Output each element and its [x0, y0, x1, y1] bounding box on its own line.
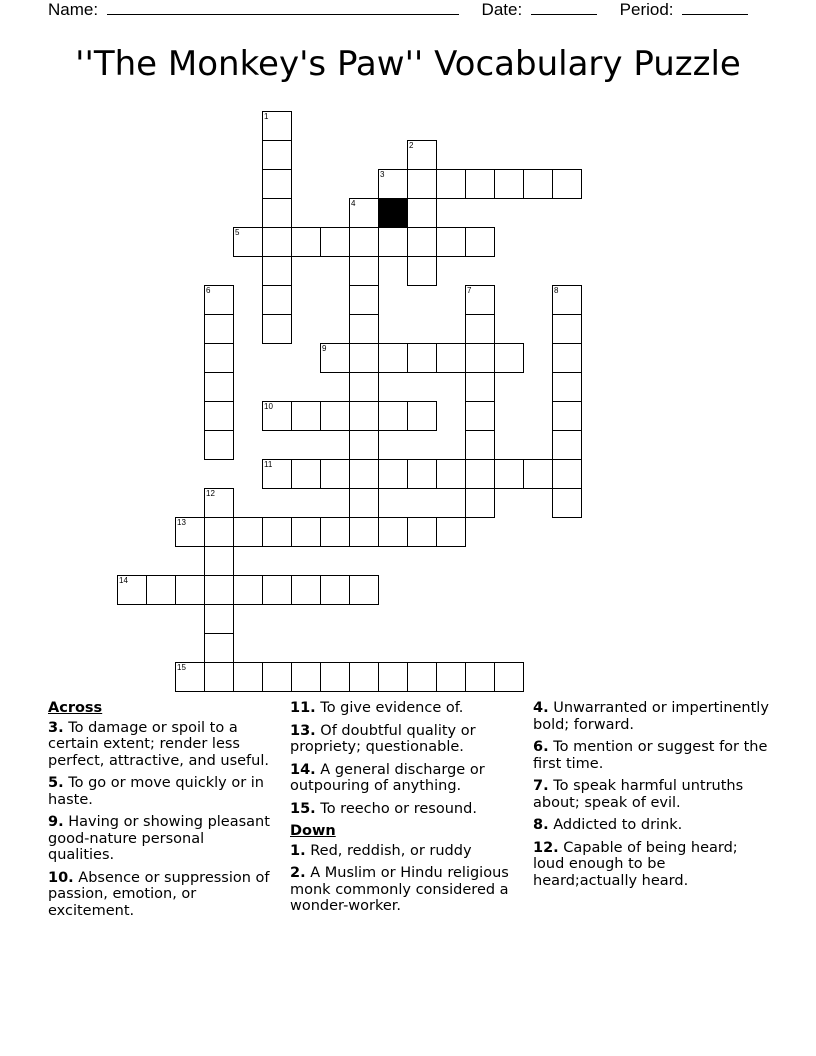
- crossword-cell[interactable]: [262, 575, 292, 605]
- crossword-cell[interactable]: [146, 575, 176, 605]
- crossword-cell[interactable]: [465, 401, 495, 431]
- crossword-cell[interactable]: [175, 575, 205, 605]
- crossword-cell[interactable]: [233, 662, 263, 692]
- clue-number: 15: [177, 663, 186, 672]
- clue-item: [533, 739, 773, 772]
- crossword-cell[interactable]: [349, 575, 379, 605]
- clue-item: [48, 814, 273, 864]
- crossword-cell[interactable]: [378, 517, 408, 547]
- clue-text: Unwarranted or impertinently bold; forward.: [533, 700, 769, 733]
- crossword-cell[interactable]: [349, 459, 379, 489]
- clue-item: [48, 720, 273, 770]
- crossword-cell[interactable]: [291, 459, 321, 489]
- clue-number: 5: [235, 228, 240, 237]
- name-label: Name:: [48, 0, 99, 19]
- crossword-cell[interactable]: [552, 285, 582, 315]
- crossword-cell[interactable]: [291, 575, 321, 605]
- crossword-cell[interactable]: [320, 459, 350, 489]
- crossword-cell[interactable]: [204, 488, 234, 518]
- crossword-cell[interactable]: [204, 662, 234, 692]
- puzzle-title: ''The Monkey's Paw'' Vocabulary Puzzle: [75, 44, 741, 84]
- crossword-cell[interactable]: [349, 227, 379, 257]
- crossword-cell[interactable]: [204, 285, 234, 315]
- down-heading: Down: [290, 823, 336, 839]
- clue-number: 1: [264, 112, 269, 121]
- crossword-cell[interactable]: [407, 140, 437, 170]
- crossword-cell[interactable]: [204, 604, 234, 634]
- clue-number: 13: [177, 518, 186, 527]
- clue-item: [533, 840, 773, 890]
- clue-item: [290, 762, 525, 795]
- clue-number-label: 14.: [290, 761, 316, 778]
- clue-item: [533, 700, 773, 733]
- crossword-cell[interactable]: [349, 198, 379, 228]
- crossword-cell[interactable]: [349, 314, 379, 344]
- crossword-cell[interactable]: [233, 575, 263, 605]
- clue-item: [290, 801, 525, 818]
- crossword-cell[interactable]: [262, 401, 292, 431]
- crossword-cell[interactable]: [349, 372, 379, 402]
- crossword-cell[interactable]: [320, 227, 350, 257]
- clue-item: [533, 778, 773, 811]
- crossword-cell[interactable]: [465, 169, 495, 199]
- crossword-cell[interactable]: [262, 198, 292, 228]
- clue-text: To give evidence of.: [315, 700, 464, 716]
- crossword-cell[interactable]: [552, 459, 582, 489]
- crossword-cell[interactable]: [349, 662, 379, 692]
- clue-number-label: 15.: [290, 800, 316, 817]
- crossword-cell[interactable]: [407, 198, 437, 228]
- crossword-cell[interactable]: [552, 314, 582, 344]
- crossword-cell[interactable]: [378, 169, 408, 199]
- clues-column-1: [48, 700, 273, 925]
- clue-text: Red, reddish, or ruddy: [305, 842, 472, 859]
- crossword-cell[interactable]: [320, 401, 350, 431]
- clue-number-label: 3.: [48, 719, 64, 736]
- crossword-cell[interactable]: [552, 430, 582, 460]
- clue-number: 14: [119, 576, 128, 585]
- crossword-cell[interactable]: [204, 343, 234, 373]
- crossword-cell[interactable]: [407, 662, 437, 692]
- crossword-cell[interactable]: [465, 372, 495, 402]
- crossword-cell[interactable]: [465, 314, 495, 344]
- crossword-cell[interactable]: [262, 140, 292, 170]
- crossword-cell[interactable]: [262, 169, 292, 199]
- clue-text: Of doubtful quality or propriety; questionable.: [290, 722, 476, 755]
- clue-item: [290, 843, 525, 860]
- clue-number-label: 10.: [48, 869, 74, 886]
- crossword-cell[interactable]: [262, 517, 292, 547]
- crossword-cell[interactable]: [262, 285, 292, 315]
- clue-number-label: 12.: [533, 839, 559, 856]
- clue-item: [48, 870, 273, 920]
- clue-text: Absence or suppression of passion, emotion, or excitement.: [48, 869, 270, 919]
- crossword-cell[interactable]: [349, 430, 379, 460]
- crossword-cell[interactable]: [291, 227, 321, 257]
- crossword-cell[interactable]: [204, 633, 234, 663]
- clue-number-label: 9.: [48, 814, 64, 830]
- crossword-cell[interactable]: [320, 517, 350, 547]
- crossword-cell[interactable]: [407, 401, 437, 431]
- clue-text: To speak harmful untruths about; speak of evil.: [533, 778, 744, 811]
- crossword-cell[interactable]: [349, 401, 379, 431]
- crossword-cell[interactable]: [378, 459, 408, 489]
- crossword-cell[interactable]: [262, 111, 292, 141]
- clue-number: 12: [206, 489, 215, 498]
- black-square: [378, 198, 408, 228]
- crossword-cell[interactable]: [407, 517, 437, 547]
- clue-item: [533, 817, 773, 834]
- clue-number: 7: [467, 286, 472, 295]
- crossword-cell[interactable]: [523, 459, 553, 489]
- crossword-cell[interactable]: [204, 517, 234, 547]
- crossword-cell[interactable]: [175, 517, 205, 547]
- crossword-cell[interactable]: [262, 227, 292, 257]
- crossword-cell[interactable]: [494, 169, 524, 199]
- crossword-cell[interactable]: [378, 227, 408, 257]
- crossword-cell[interactable]: [552, 401, 582, 431]
- crossword-cell[interactable]: [233, 227, 263, 257]
- crossword-cell[interactable]: [465, 459, 495, 489]
- crossword-cell[interactable]: [291, 517, 321, 547]
- clue-text: To go or move quickly or in haste.: [48, 775, 264, 808]
- clue-number-label: 1.: [290, 842, 306, 859]
- crossword-cell[interactable]: [407, 256, 437, 286]
- clue-number: 9: [322, 344, 327, 353]
- crossword-cell[interactable]: [523, 169, 553, 199]
- clue-number-label: 11.: [290, 700, 316, 716]
- crossword-cell[interactable]: [378, 401, 408, 431]
- clue-number: 4: [351, 199, 356, 208]
- crossword-cell[interactable]: [349, 256, 379, 286]
- clues-column-2: [290, 700, 525, 921]
- crossword-cell[interactable]: [465, 285, 495, 315]
- clue-number: 6: [206, 286, 211, 295]
- crossword-cell[interactable]: [204, 314, 234, 344]
- crossword-cell[interactable]: [291, 401, 321, 431]
- crossword-cell[interactable]: [349, 488, 379, 518]
- clue-item: [48, 775, 273, 808]
- clue-number: 11: [264, 460, 273, 469]
- clue-item: [290, 865, 525, 915]
- clue-number-label: 4.: [533, 700, 549, 716]
- crossword-cell[interactable]: [349, 285, 379, 315]
- crossword-cell[interactable]: [407, 227, 437, 257]
- crossword-cell[interactable]: [262, 256, 292, 286]
- crossword-cell[interactable]: [494, 343, 524, 373]
- crossword-cell[interactable]: [262, 314, 292, 344]
- crossword-cell[interactable]: [378, 662, 408, 692]
- crossword-cell[interactable]: [552, 343, 582, 373]
- clue-number-label: 6.: [533, 739, 549, 755]
- clues-column-3: [533, 700, 773, 895]
- crossword-cell[interactable]: [436, 517, 466, 547]
- crossword-cell[interactable]: [349, 517, 379, 547]
- clue-number-label: 8.: [533, 817, 549, 833]
- crossword-cell[interactable]: [465, 430, 495, 460]
- crossword-cell[interactable]: [204, 401, 234, 431]
- clue-number-label: 7.: [533, 778, 549, 794]
- crossword-cell[interactable]: [436, 662, 466, 692]
- crossword-cell[interactable]: [117, 575, 147, 605]
- crossword-cell[interactable]: [436, 227, 466, 257]
- clue-number-label: 5.: [48, 775, 64, 791]
- crossword-cell[interactable]: [407, 459, 437, 489]
- crossword-cell[interactable]: [465, 343, 495, 373]
- clue-number: 2: [409, 141, 414, 150]
- period-label: Period:: [619, 0, 674, 19]
- crossword-cell[interactable]: [233, 517, 263, 547]
- clue-number: 10: [264, 402, 273, 411]
- crossword-cell[interactable]: [204, 575, 234, 605]
- clue-text: To mention or suggest for the first time.: [533, 739, 768, 772]
- crossword-cell[interactable]: [552, 488, 582, 518]
- crossword-cell[interactable]: [494, 459, 524, 489]
- crossword-cell[interactable]: [204, 430, 234, 460]
- crossword-cell[interactable]: [465, 488, 495, 518]
- across-heading: Across: [48, 700, 103, 716]
- clue-text: To reecho or resound.: [315, 800, 477, 817]
- crossword-cell[interactable]: [291, 662, 321, 692]
- crossword-cell[interactable]: [436, 459, 466, 489]
- crossword-cell[interactable]: [204, 546, 234, 576]
- crossword-cell[interactable]: [552, 372, 582, 402]
- crossword-cell[interactable]: [320, 575, 350, 605]
- crossword-cell[interactable]: [494, 662, 524, 692]
- crossword-cell[interactable]: [465, 662, 495, 692]
- clue-text: Addicted to drink.: [548, 817, 683, 833]
- crossword-cell[interactable]: [204, 372, 234, 402]
- clue-item: [290, 700, 525, 717]
- clue-number-label: 13.: [290, 722, 316, 739]
- crossword-cell[interactable]: [407, 169, 437, 199]
- clue-number: 8: [554, 286, 559, 295]
- clue-text: A Muslim or Hindu religious monk commonly considered a wonder-worker.: [290, 865, 509, 914]
- clue-text: A general discharge or outpouring of anything.: [290, 761, 485, 794]
- clue-text: To damage or spoil to a certain extent; render less perfect, attractive, and useful.: [48, 719, 269, 769]
- crossword-cell[interactable]: [465, 227, 495, 257]
- crossword-cell[interactable]: [175, 662, 205, 692]
- crossword-cell[interactable]: [320, 662, 350, 692]
- clue-number: 3: [380, 170, 385, 179]
- clue-item: [290, 723, 525, 756]
- date-label: Date:: [481, 0, 523, 19]
- clue-number-label: 2.: [290, 865, 306, 881]
- crossword-cell[interactable]: [378, 343, 408, 373]
- crossword-cell[interactable]: [436, 343, 466, 373]
- crossword-cell[interactable]: [262, 459, 292, 489]
- clue-text: Capable of being heard; loud enough to be heard;actually heard.: [533, 839, 738, 889]
- clue-text: Having or showing pleasant good-nature personal qualities.: [48, 814, 270, 863]
- crossword-cell[interactable]: [436, 169, 466, 199]
- crossword-cell[interactable]: [320, 343, 350, 373]
- crossword-cell[interactable]: [407, 343, 437, 373]
- crossword-cell[interactable]: [349, 343, 379, 373]
- crossword-cell[interactable]: [552, 169, 582, 199]
- crossword-cell[interactable]: [262, 662, 292, 692]
